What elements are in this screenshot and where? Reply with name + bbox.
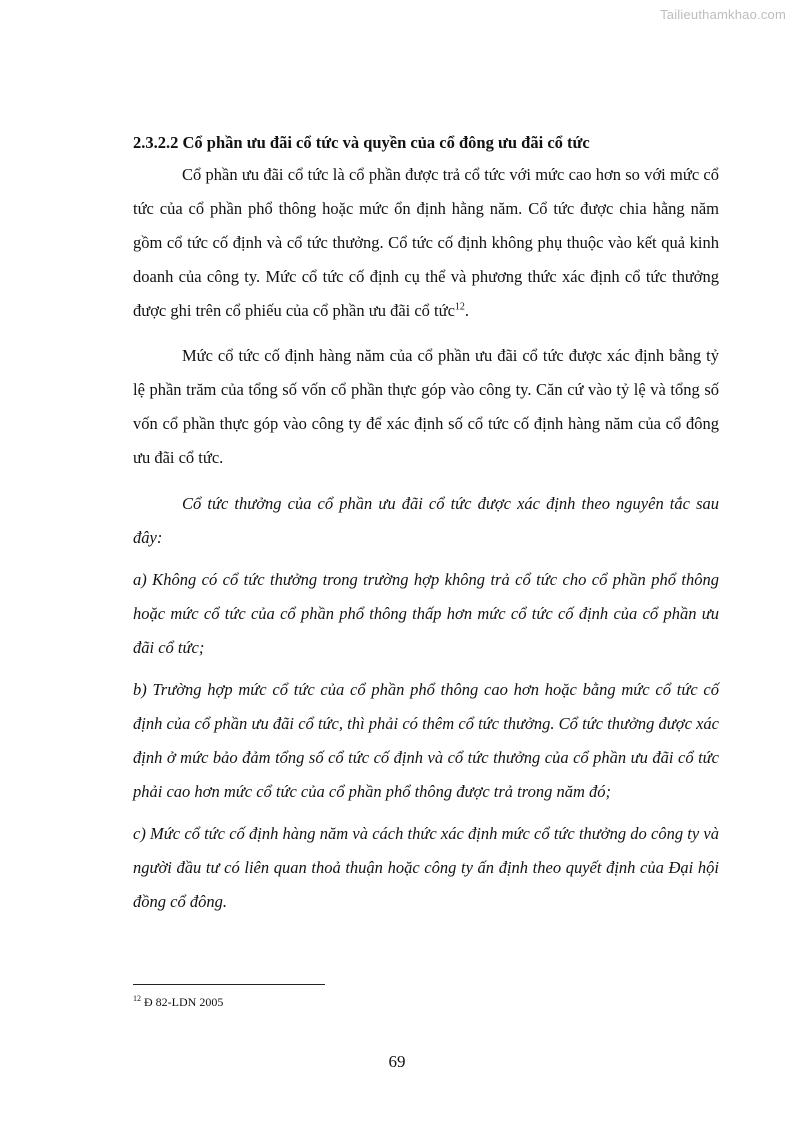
footnote-number: 12 — [133, 994, 141, 1003]
paragraph-1-text: Cổ phần ưu đãi cổ tức là cổ phần được trả cổ tức với mức cao hơn so với mức cổ tức của cổ phần phổ thông hoặc mức ổn định hằng năm. Cổ tức được chia hằng năm gồm cổ tức cố định và cổ tức thưởng. Cổ tức cố định không phụ thuộc vào kết quả kinh doanh của công ty. Mức cổ tức cố định cụ thể và phương thức xác định cổ tức thưởng được ghi trên cổ phiếu của cổ phần ưu đãi cổ tức — [133, 165, 719, 320]
footnote — [133, 994, 223, 1010]
page-number: 69 — [388, 1052, 406, 1071]
watermark-text: Tailieuthamkhao.com — [660, 7, 786, 22]
paragraph-1-end: . — [464, 301, 470, 320]
paragraph-preferred-dividend-definition — [133, 158, 719, 328]
paragraph-rule-a: a) Không có cổ tức thưởng trong trường hợp không trả cổ tức cho cổ phần phổ thông hoặc mức cổ tức của cổ phần phổ thông thấp hơn mức cổ tức cố định của cổ phần ưu đãi cổ tức; — [133, 570, 719, 657]
footnote-separator — [133, 984, 325, 985]
main-content — [133, 128, 719, 919]
paragraph-bonus-dividend-intro: Cổ tức thưởng của cổ phần ưu đãi cổ tức được xác định theo nguyên tắc sau đây: — [133, 494, 719, 547]
paragraph-rule-c: c) Mức cổ tức cố định hàng năm và cách thức xác định mức cổ tức thưởng do công ty và người đầu tư có liên quan thoả thuận hoặc công ty ấn định theo quyết định của Đại hội đồng cổ đông. — [133, 824, 719, 911]
paragraph-rule-b: b) Trường hợp mức cổ tức của cổ phần phổ thông cao hơn hoặc bằng mức cổ tức cố định của cổ phần ưu đãi cổ tức, thì phải có thêm cổ tức thưởng. Cổ tức thưởng được xác định ở mức bảo đảm tổng số cổ tức cố định và cổ tức thưởng của cổ phần ưu đãi cổ tức phải cao hơn mức cổ tức của cổ phần phổ thông được trả trong năm đó; — [133, 680, 719, 801]
paragraph-fixed-dividend: Mức cổ tức cố định hàng năm của cổ phần ưu đãi cổ tức được xác định bằng tỷ lệ phần trăm của tổng số vốn cổ phần thực góp vào công ty. Căn cứ vào tỷ lệ và tổng số vốn cổ phần thực góp vào công ty để xác định số cổ tức cố định hàng năm của cổ đông ưu đãi cổ tức. — [133, 346, 719, 467]
section-heading: 2.3.2.2 Cổ phần ưu đãi cổ tức và quyền của cổ đông ưu đãi cổ tức — [133, 133, 590, 152]
footnote-text: Đ 82-LDN 2005 — [141, 995, 224, 1009]
footnote-reference[interactable]: 12 — [454, 301, 465, 313]
